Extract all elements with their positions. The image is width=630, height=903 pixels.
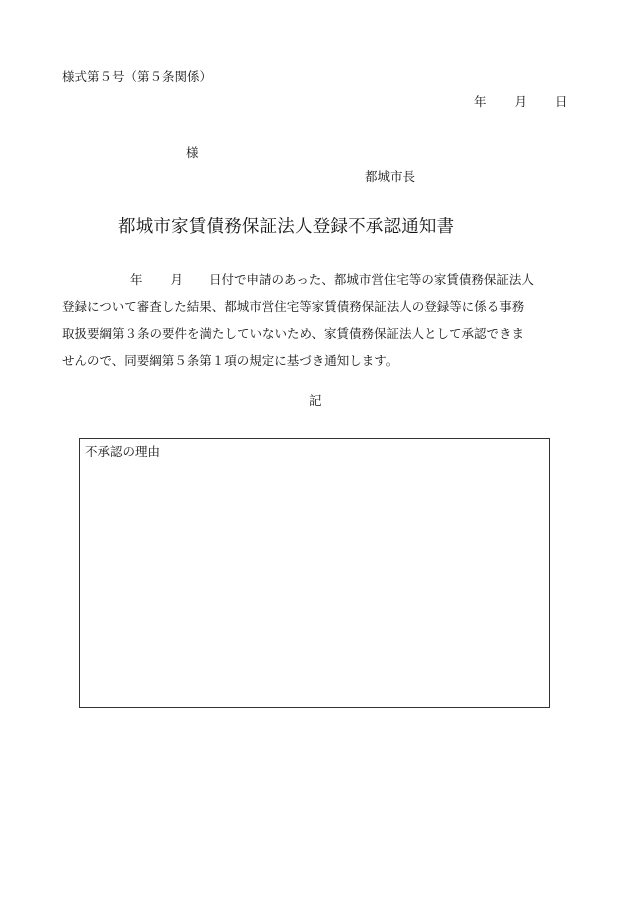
reason-label: 不承認の理由 <box>85 444 161 459</box>
date-year: 年 <box>474 94 487 109</box>
date-line <box>474 94 568 110</box>
body-line-4: せんので、同要綱第５条第１項の規定に基づき通知します。 <box>62 353 399 368</box>
issuer-name: 都城市長 <box>365 169 416 184</box>
date-month: 月 <box>514 94 528 109</box>
recipient-suffix: 様 <box>186 145 199 160</box>
body-line-3: 取扱要綱第３条の要件を満たしていないため、家賃債務保証法人として承認できま <box>62 326 525 341</box>
date-day: 日 <box>555 94 568 109</box>
reason-box[interactable] <box>79 438 550 708</box>
ki-heading: 記 <box>309 393 322 408</box>
form-number: 様式第５号（第５条関係） <box>62 69 213 84</box>
body-paragraph <box>62 266 582 374</box>
body-month: 月 <box>170 272 184 287</box>
body-line-2: 登録について審査した結果、都城市営住宅等家賃債務保証法人の登録等に係る事務 <box>62 299 525 314</box>
document-title: 都城市家賃債務保証法人登録不承認通知書 <box>118 217 455 237</box>
body-line-1-text: 日付で申請のあった、都城市営住宅等の家賃債務保証法人 <box>209 272 534 287</box>
body-line-1 <box>62 266 582 293</box>
body-year: 年 <box>130 272 143 287</box>
